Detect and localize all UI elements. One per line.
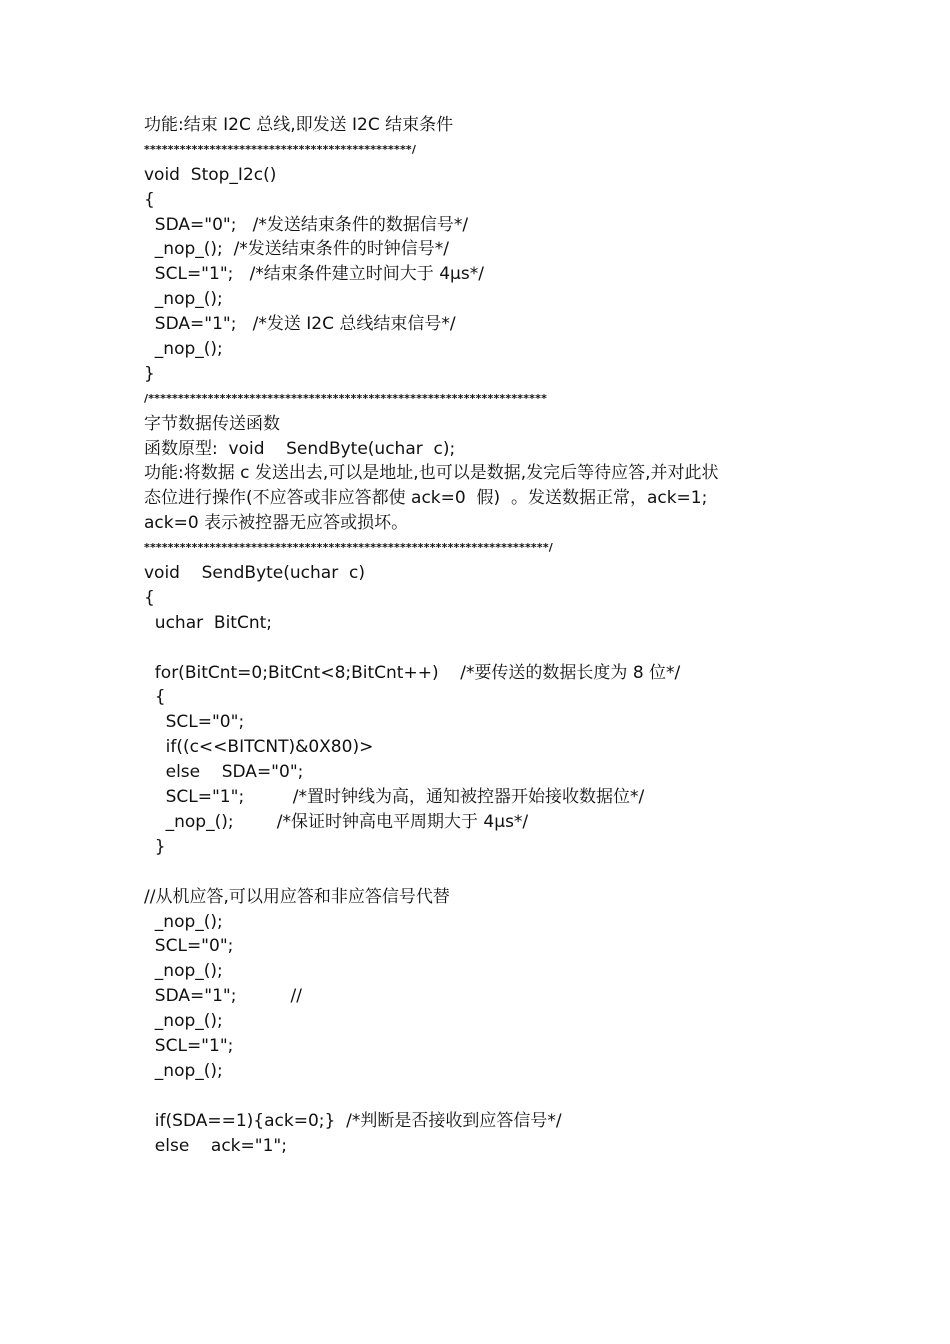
doc-line-code: _nop_(); (144, 911, 223, 932)
doc-line-blank (144, 636, 804, 661)
doc-line-brace: { (144, 687, 166, 708)
doc-line-code: SDA="1"; // (144, 986, 302, 1007)
comment-divider: *********************************************/ (144, 142, 417, 156)
doc-line-comment: 字节数据传送函数 (144, 413, 280, 434)
doc-line-blank (144, 860, 804, 885)
doc-line-code: if(SDA==1){ack=0;} /*判断是否接收到应答信号*/ (144, 1110, 562, 1131)
doc-line-comment: ack=0 表示被控器无应答或损坏。 (144, 513, 409, 534)
doc-line-code: SDA="0"; /*发送结束条件的数据信号*/ (144, 214, 469, 235)
doc-line-comment: 态位进行操作(不应答或非应答都使 ack=0 假) 。发送数据正常，ack=1; (144, 488, 708, 509)
doc-line-comment: //从机应答,可以用应答和非应答信号代替 (144, 886, 450, 907)
doc-line-code: SCL="0"; (144, 712, 245, 733)
doc-line-code: SCL="0"; (144, 936, 234, 957)
doc-line-code: SCL="1"; /*结束条件建立时间大于 4μs*/ (144, 264, 484, 285)
doc-line-blank (144, 1084, 804, 1109)
doc-line-brace: { (144, 189, 155, 210)
doc-line-brace: } (144, 836, 166, 857)
doc-line-code: SDA="1"; /*发送 I2C 总线结束信号*/ (144, 314, 456, 335)
doc-line-brace: } (144, 363, 155, 384)
doc-line-comment: 功能:将数据 c 发送出去,可以是地址,也可以是数据,发完后等待应答,并对此状 (144, 463, 719, 484)
doc-line-code: if((c<<BITCNT)&0X80)> (144, 737, 374, 758)
doc-line-code: _nop_(); (144, 1011, 223, 1032)
doc-line-code: _nop_(); (144, 1060, 223, 1081)
doc-line-function-header: void SendByte(uchar c) (144, 563, 365, 584)
doc-line-code: _nop_(); /*发送结束条件的时钟信号*/ (144, 239, 450, 260)
doc-line-code: _nop_(); /*保证时钟高电平周期大于 4μs*/ (144, 811, 529, 832)
doc-line-function-header: void Stop_I2c() (144, 164, 277, 185)
comment-divider: /******************************************************************* (144, 391, 548, 405)
doc-line-code: _nop_(); (144, 289, 223, 310)
code-listing (144, 113, 804, 1158)
comment-divider: ********************************************************************/ (144, 541, 553, 555)
doc-line-code: _nop_(); (144, 339, 223, 360)
doc-line-comment: 功能:结束 I2C 总线,即发送 I2C 结束条件 (144, 115, 454, 135)
doc-line-code: SCL="1"; (144, 1035, 234, 1056)
doc-line-code: uchar BitCnt; (144, 612, 273, 633)
doc-line-code: for(BitCnt=0;BitCnt<8;BitCnt++) /*要传送的数据长度为 8 位*/ (144, 662, 681, 683)
doc-line-comment: 函数原型: void SendByte(uchar c); (144, 438, 456, 459)
doc-line-code: else SDA="0"; (144, 762, 304, 783)
doc-line-code: SCL="1"; /*置时钟线为高，通知被控器开始接收数据位*/ (144, 787, 645, 808)
doc-line-code: _nop_(); (144, 961, 223, 982)
doc-line-brace: { (144, 587, 155, 608)
doc-line-code: else ack="1"; (144, 1135, 287, 1156)
